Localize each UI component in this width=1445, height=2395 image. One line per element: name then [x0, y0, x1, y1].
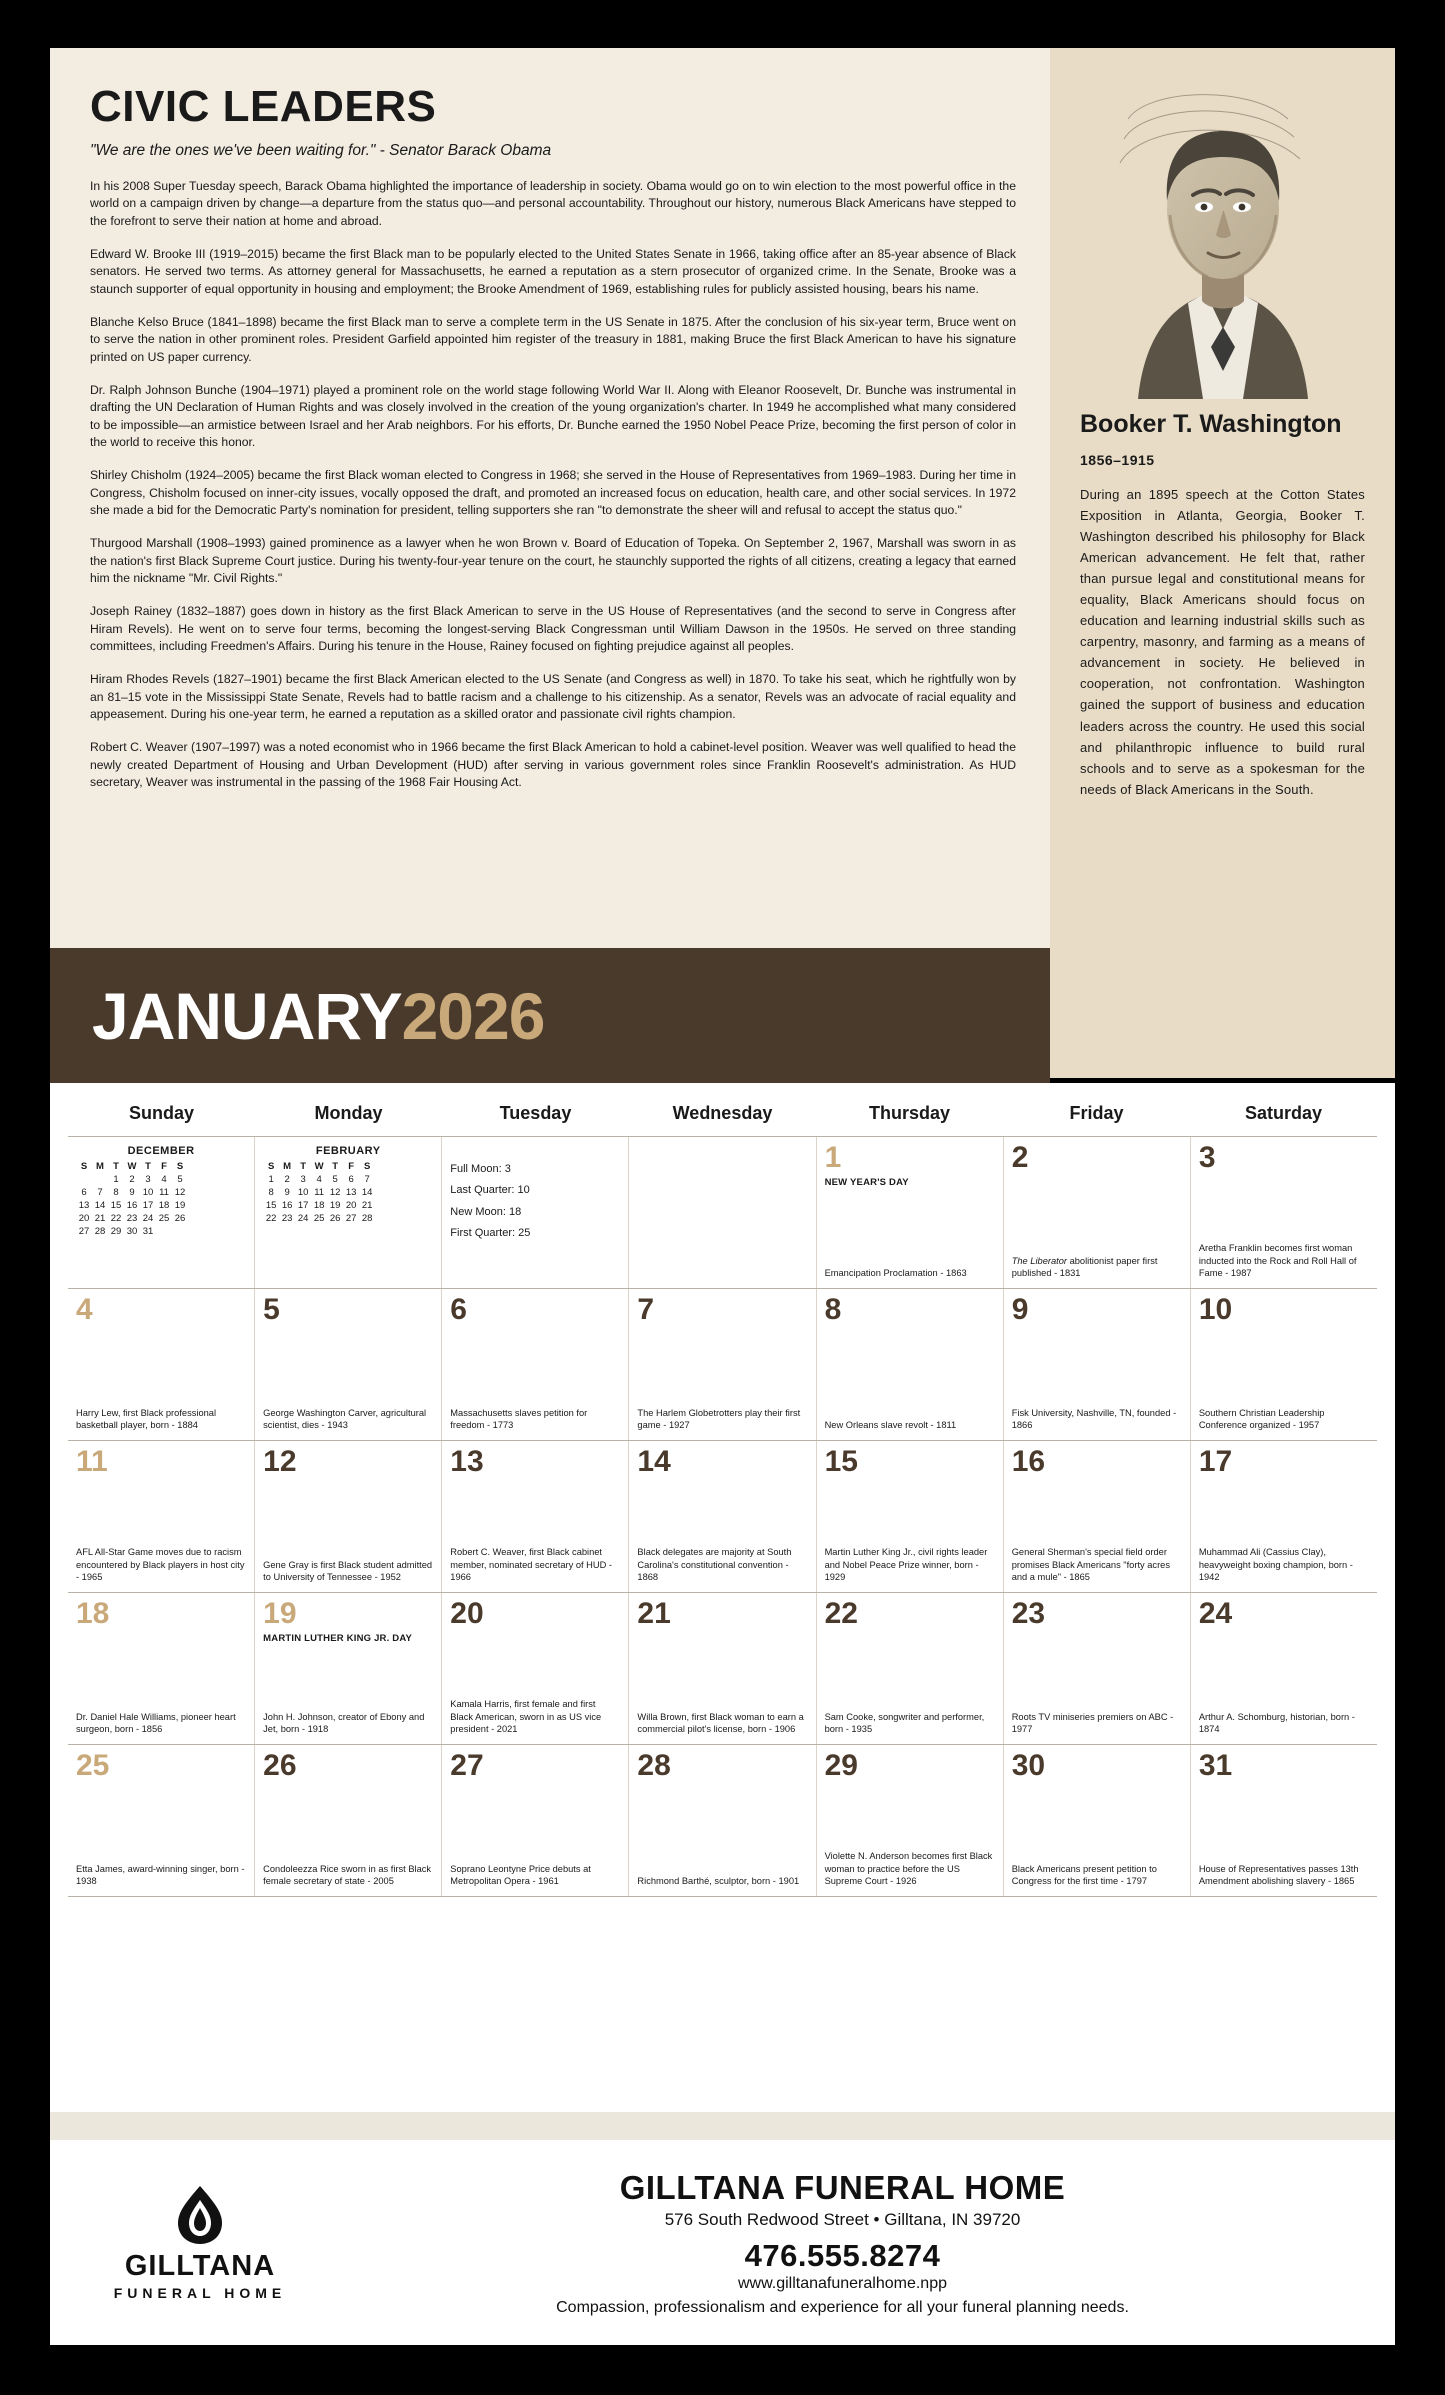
article-paragraph: Hiram Rhodes Revels (1827–1901) became the first Black American elected to the US Senate (and Congress as well) in 1870. To take his seat, which he rightfully won by an 81–15 vote in the Mississippi State Senate, Revels had to battle racism and a challenge to his citizenship. As a senator, Revels was an advocate of racial equality and appeasement. During his one-year term, he earned a reputation as a skilled orator and passionate civil rights champion. — [90, 672, 1016, 721]
mini-month-name: DECEMBER — [127, 1145, 195, 1157]
mini-day: 26 — [174, 1213, 186, 1224]
calendar-day-cell[interactable] — [1004, 1593, 1191, 1744]
mini-day: 27 — [78, 1226, 90, 1237]
calendar-day-cell[interactable] — [442, 1745, 629, 1896]
day-number: 17 — [1198, 1445, 1233, 1478]
article-paragraph: Joseph Rainey (1832–1887) goes down in history as the first Black American to serve in the US House of Representatives (and the second to serve in Congress after Hiram Revels). He went on to serve four terms, becoming the longest-serving Black Congressman until William Dawson in the 1950s. He served on three standing committees, including Freedmen's Affairs. During his tenure in the House, Rainey focused on fighting prejudice against all peoples. — [90, 604, 1016, 653]
company-name: GILLTANA FUNERAL HOME — [619, 2168, 1066, 2206]
day-number: 4 — [76, 1293, 93, 1326]
quote-text: "We are the ones we've been waiting for." - Senator Barack Obama — [90, 142, 552, 159]
portrait-image — [1080, 74, 1365, 404]
calendar-day-cell[interactable] — [817, 1441, 1004, 1592]
day-note: Roots TV miniseries premiers on ABC - 1977 — [1011, 1711, 1174, 1735]
day-note: Kamala Harris, first female and first Black American, sworn in as US vice president - 2021 — [450, 1699, 602, 1735]
weekday-header: Sunday — [128, 1103, 194, 1123]
day-number: 2 — [1011, 1141, 1029, 1174]
calendar-day-cell[interactable] — [255, 1593, 442, 1744]
weekday-header-row — [68, 1093, 1377, 1136]
mini-weekday: S — [80, 1161, 88, 1172]
calendar-day-cell[interactable] — [1191, 1137, 1377, 1288]
mini-day: 16 — [281, 1200, 293, 1211]
calendar-day-cell[interactable] — [817, 1593, 1004, 1744]
day-note: Etta James, award-winning singer, born - 1938 — [76, 1863, 245, 1887]
company-tagline: Compassion, professionalism and experience for all your funeral planning needs. — [556, 2298, 1129, 2316]
mini-day — [76, 1173, 92, 1186]
calendar-day-cell[interactable] — [255, 1137, 442, 1288]
weekday-header: Thursday — [868, 1103, 951, 1123]
mini-day: 9 — [129, 1187, 135, 1198]
calendar-day-cell[interactable] — [442, 1289, 629, 1440]
calendar-day-cell[interactable] — [817, 1289, 1004, 1440]
mini-weekday: T — [332, 1161, 339, 1172]
day-number: 18 — [76, 1597, 110, 1630]
article-paragraph: Dr. Ralph Johnson Bunche (1904–1971) played a prominent role on the world stage following World War II. Along with Eleanor Roosevelt, Dr. Bunche was instrumental in drafting the UN Declaration of Human Rights and was closely involved in the creation of the young organization's charter. In 1949 he accomplished what many considered to be impossible—an armistice between Israel and her Arab neighbors. For his efforts, Dr. Bunche earned the 1950 Nobel Peace Prize, becoming the first person of color in the world to receive this honor. — [90, 382, 1016, 449]
day-note: New Orleans slave revolt - 1811 — [824, 1420, 957, 1431]
company-website[interactable]: www.gilltanafuneralhome.npp — [737, 2274, 947, 2292]
day-note: Black delegates are majority at South Carolina's constitutional convention - 1868 — [637, 1547, 792, 1583]
mini-day: 18 — [158, 1200, 170, 1211]
mini-day — [172, 1225, 188, 1238]
calendar-day-cell[interactable] — [629, 1745, 816, 1896]
calendar-day-cell[interactable] — [629, 1593, 816, 1744]
mini-day: 31 — [142, 1226, 154, 1237]
footer — [50, 2140, 1395, 2345]
calendar-day-cell[interactable] — [68, 1289, 255, 1440]
mini-weekday: T — [145, 1161, 151, 1172]
day-note: Robert C. Weaver, first Black cabinet member, nominated secretary of HUD - 1966 — [450, 1547, 613, 1583]
mini-day: 4 — [161, 1174, 167, 1185]
mini-weekday: F — [161, 1161, 167, 1172]
mini-day: 15 — [265, 1200, 277, 1211]
mini-day: 2 — [129, 1174, 135, 1185]
calendar-day-cell[interactable] — [255, 1289, 442, 1440]
mini-weekday: W — [127, 1161, 137, 1172]
day-note: Fisk University, Nashville, TN, founded - 1866 — [1011, 1407, 1177, 1431]
day-number: 14 — [637, 1445, 671, 1478]
day-note: Dr. Daniel Hale Williams, pioneer heart surgeon, born - 1856 — [76, 1711, 236, 1735]
mini-day: 25 — [313, 1213, 325, 1224]
day-note: The Harlem Globetrotters play their first game - 1927 — [637, 1407, 801, 1431]
biography-years: 1856–1915 — [1080, 452, 1155, 468]
article-paragraph: Robert C. Weaver (1907–1997) was a noted economist who in 1966 became the first Black American to hold a cabinet-level position. Weaver was well qualified to head the newly created Department of Housing and Urban Development (HUD) after serving in various government roles since Franklin Roosevelt's administration. As HUD secretary, Weaver was instrumental in the passing of the 1968 Fair Housing Act. — [90, 740, 1016, 789]
day-number: 1 — [824, 1141, 842, 1174]
mini-day: 8 — [113, 1187, 119, 1198]
day-note: Emancipation Proclamation - 1863 — [824, 1268, 967, 1279]
mini-day: 23 — [126, 1213, 138, 1224]
day-note: Martin Luther King Jr., civil rights leader and Nobel Peace Prize winner, born - 1929 — [824, 1547, 988, 1583]
mini-day: 29 — [110, 1226, 122, 1237]
mini-day: 15 — [110, 1200, 122, 1211]
mini-day: 14 — [361, 1187, 373, 1198]
calendar-week-row — [68, 1137, 1377, 1289]
mini-day: 22 — [110, 1213, 122, 1224]
day-number: 11 — [76, 1445, 108, 1478]
footer-details — [350, 2169, 1395, 2317]
mini-day: 10 — [297, 1187, 309, 1198]
day-note: Harry Lew, first Black professional basketball player, born - 1884 — [76, 1407, 217, 1431]
day-note: Arthur A. Schomburg, historian, born - 1874 — [1198, 1711, 1355, 1735]
mini-day: 19 — [174, 1200, 186, 1211]
logo-name: GILLTANA — [124, 2250, 276, 2282]
calendar-day-cell[interactable] — [1004, 1289, 1191, 1440]
month-banner — [50, 948, 1050, 1083]
mini-weekday: T — [113, 1161, 119, 1172]
day-note: Gene Gray is first Black student admitted to University of Tennessee - 1952 — [263, 1559, 433, 1583]
calendar-day-cell[interactable] — [1191, 1593, 1377, 1744]
day-number: 31 — [1198, 1749, 1233, 1782]
weekday-header: Wednesday — [672, 1103, 773, 1123]
moon-phase-list — [450, 1143, 620, 1245]
mini-day: 1 — [113, 1174, 119, 1185]
weekday-header: Monday — [314, 1103, 383, 1123]
mini-day: 8 — [268, 1187, 274, 1198]
mini-day: 5 — [332, 1174, 338, 1185]
weeks-container — [68, 1136, 1377, 1897]
day-number: 9 — [1011, 1293, 1029, 1326]
calendar-day-cell[interactable] — [255, 1441, 442, 1592]
calendar-week-row — [68, 1289, 1377, 1441]
company-address: 576 South Redwood Street • Gilltana, IN 39720 — [664, 2209, 1021, 2229]
mini-weekday: S — [176, 1161, 184, 1172]
mini-day: 14 — [94, 1200, 106, 1211]
day-number: 15 — [824, 1445, 858, 1478]
day-note: AFL All-Star Game moves due to racism encountered by Black players in host city - 1965 — [76, 1547, 245, 1583]
day-number: 19 — [263, 1597, 297, 1630]
mini-day: 23 — [281, 1213, 293, 1224]
mini-day: 17 — [142, 1200, 154, 1211]
day-number: 23 — [1011, 1597, 1046, 1630]
mini-day: 30 — [126, 1226, 138, 1237]
mini-day: 26 — [329, 1213, 341, 1224]
mini-weekday: F — [348, 1161, 355, 1172]
article-paragraph: Edward W. Brooke III (1919–2015) became the first Black man to be popularly elected to the United States Senate in 1966, taking office after an 85-year absence of Black senators. He served two terms. As attorney general for Massachusetts, he earned a reputation as a stern prosecutor of organized crime. In the Senate, Brooke was a staunch supporter of equal opportunity in housing and employment; the Brooke Amendment of 1969, establishing rules for publicly assisted housing, bears his name. — [90, 246, 1016, 296]
day-note: Aretha Franklin becomes first woman inducted into the Rock and Roll Hall of Fame - 1987 — [1198, 1243, 1357, 1279]
calendar-week-row — [68, 1593, 1377, 1745]
biography-name: Booker T. Washington — [1080, 410, 1342, 438]
weekday-header: Friday — [1069, 1103, 1124, 1123]
day-note: John H. Johnson, creator of Ebony and Jet, born - 1918 — [263, 1711, 425, 1735]
mini-day: 18 — [313, 1200, 325, 1211]
day-number: 13 — [450, 1445, 484, 1478]
year-label: 2026 — [401, 978, 545, 1053]
article-paragraph: Shirley Chisholm (1924–2005) became the first Black woman elected to Congress in 1968; she served in the House of Representatives from 1969–1983. During her time in Congress, Chisholm focused on inner-city issues, vocally opposed the draft, and promoted an increased focus on education, health care, and other social services. In 1972 she made a bid for the Democratic Party's nomination for president, telling supporters she ran "to demonstrate the sheer will and refusal to accept the status quo." — [90, 468, 1016, 517]
calendar-day-cell[interactable] — [1004, 1441, 1191, 1592]
mini-day: 7 — [364, 1174, 370, 1185]
holiday-label: NEW YEAR'S DAY — [824, 1177, 909, 1188]
moon-phase-item: Last Quarter: 10 — [450, 1184, 530, 1197]
day-note: Southern Christian Leadership Conference organized - 1957 — [1198, 1407, 1325, 1431]
day-number: 26 — [263, 1749, 297, 1782]
mini-day: 21 — [94, 1213, 106, 1224]
flame-icon — [176, 2184, 224, 2246]
mini-day: 5 — [177, 1174, 183, 1185]
biography-sidebar — [1050, 48, 1395, 1078]
day-number: 27 — [450, 1749, 484, 1782]
calendar-grid — [50, 1083, 1395, 2112]
weekday-header: Tuesday — [499, 1103, 572, 1123]
mini-day: 27 — [345, 1213, 357, 1224]
day-note: House of Representatives passes 13th Amendment abolishing slavery - 1865 — [1198, 1863, 1359, 1887]
calendar-day-cell[interactable] — [68, 1593, 255, 1744]
mini-weekday: W — [314, 1161, 324, 1172]
day-note: Willa Brown, first Black woman to earn a commercial pilot's license, born - 1906 — [637, 1711, 804, 1735]
company-logo — [50, 2184, 350, 2301]
article-column — [50, 48, 1050, 1078]
mini-weekday: S — [363, 1161, 371, 1172]
day-number: 22 — [824, 1597, 858, 1630]
mini-day: 21 — [361, 1200, 373, 1211]
day-note: Massachusetts slaves petition for freedom - 1773 — [450, 1407, 588, 1431]
mini-day: 24 — [297, 1213, 309, 1224]
mini-day — [92, 1173, 108, 1186]
day-note: Black Americans present petition to Congress for the first time - 1797 — [1011, 1863, 1157, 1887]
day-note: The Liberator abolitionist paper first published - 1831 — [1011, 1255, 1158, 1279]
calendar-day-cell[interactable] — [68, 1441, 255, 1592]
mini-day: 3 — [300, 1174, 306, 1185]
calendar-day-cell[interactable] — [817, 1137, 1004, 1288]
calendar-day-cell[interactable] — [1191, 1441, 1377, 1592]
calendar-day-cell[interactable] — [629, 1137, 816, 1288]
mini-day: 25 — [158, 1213, 170, 1224]
day-number: 30 — [1011, 1749, 1046, 1782]
article-quote — [90, 142, 1016, 160]
calendar-day-cell[interactable] — [442, 1137, 629, 1288]
company-phone[interactable]: 476.555.8274 — [744, 2237, 941, 2273]
calendar-week-row — [68, 1441, 1377, 1593]
mini-day: 24 — [142, 1213, 154, 1224]
mini-month-name: FEBRUARY — [315, 1145, 381, 1157]
calendar-day-cell[interactable] — [629, 1441, 816, 1592]
day-number: 16 — [1011, 1445, 1046, 1478]
mini-day: 13 — [345, 1187, 357, 1198]
day-note: Condoleezza Rice sworn in as first Black female secretary of state - 2005 — [263, 1863, 432, 1887]
mini-day: 11 — [314, 1187, 325, 1198]
calendar-day-cell[interactable] — [255, 1745, 442, 1896]
mini-day: 4 — [316, 1174, 322, 1185]
mini-day: 9 — [284, 1187, 290, 1198]
day-note: Richmond Barthé, sculptor, born - 1901 — [637, 1876, 800, 1887]
biography-body: During an 1895 speech at the Cotton States Exposition in Atlanta, Georgia, Booker T. Washington described his philosophy for Black American advancement. He felt that, rather than pursue legal and constitutional means for equality, Black Americans should focus on education and learning industrial skills such as carpentry, masonry, and farming as a means of advancement in society. He believed in cooperation, not confrontation. Washington gained the support of business and education leaders across the country. He used this social and philanthropic influence to build rural schools and to serve as a spokesman for the needs of Black Americans in the South. — [1080, 487, 1365, 797]
mini-month — [76, 1145, 246, 1238]
mini-day: 2 — [284, 1174, 290, 1185]
mini-day: 28 — [361, 1213, 373, 1224]
mini-day: 13 — [78, 1200, 90, 1211]
mini-day: 28 — [94, 1226, 106, 1237]
article-paragraph: Thurgood Marshall (1908–1993) gained prominence as a lawyer when he won Brown v. Board of Education of Topeka. On September 2, 1967, Marshall was sworn in as the nation's first Black Supreme Court justice. During his twenty-four-year tenure on the court, he staunchly supported the rights of all citizens, creating a legacy that earned him the nickname "Mr. Civil Rights." — [90, 536, 1016, 585]
moon-phase-item: Full Moon: 3 — [450, 1163, 511, 1175]
day-note: Soprano Leontyne Price debuts at Metropolitan Opera - 1961 — [450, 1863, 591, 1887]
calendar-day-cell[interactable] — [442, 1593, 629, 1744]
day-note: Muhammad Ali (Cassius Clay), heavyweight boxing champion, born - 1942 — [1198, 1547, 1353, 1583]
day-number: 5 — [263, 1293, 280, 1326]
day-note: General Sherman's special field order promises Black Americans "forty acres and a mule" - 1865 — [1011, 1547, 1170, 1583]
footer-divider — [50, 2112, 1395, 2140]
calendar-day-cell[interactable] — [68, 1745, 255, 1896]
mini-weekday: M — [283, 1161, 292, 1172]
day-number: 10 — [1198, 1293, 1233, 1326]
month-label: JANUARY — [92, 978, 402, 1053]
logo-subtitle: FUNERAL HOME — [113, 2285, 287, 2301]
mini-day: 1 — [268, 1174, 274, 1185]
day-number: 7 — [637, 1293, 655, 1326]
mini-day — [156, 1225, 172, 1238]
moon-phase-item: New Moon: 18 — [450, 1205, 522, 1218]
calendar-week-row — [68, 1745, 1377, 1897]
mini-weekday: M — [96, 1161, 104, 1172]
calendar-day-cell[interactable] — [629, 1289, 816, 1440]
calendar-day-cell[interactable] — [1004, 1745, 1191, 1896]
calendar-day-cell[interactable] — [68, 1137, 255, 1288]
day-note: Violette N. Anderson becomes first Black woman to practice before the US Supreme Court - 1926 — [824, 1851, 993, 1887]
mini-day: 20 — [345, 1200, 357, 1211]
mini-day: 6 — [348, 1174, 354, 1185]
day-number: 3 — [1198, 1141, 1216, 1174]
calendar-day-cell[interactable] — [1191, 1745, 1377, 1896]
day-number: 28 — [637, 1749, 671, 1782]
day-number: 8 — [824, 1293, 842, 1326]
article-section — [50, 48, 1395, 1078]
mini-day: 12 — [329, 1187, 341, 1198]
mini-day: 11 — [159, 1187, 169, 1198]
calendar-day-cell[interactable] — [442, 1441, 629, 1592]
calendar-day-cell[interactable] — [817, 1745, 1004, 1896]
mini-day: 16 — [126, 1200, 138, 1211]
mini-day: 22 — [265, 1213, 277, 1224]
mini-weekday: T — [300, 1161, 307, 1172]
calendar-day-cell[interactable] — [1191, 1289, 1377, 1440]
day-number: 24 — [1198, 1597, 1233, 1630]
day-number: 21 — [637, 1597, 671, 1630]
day-number: 12 — [263, 1445, 297, 1478]
mini-month — [263, 1145, 433, 1225]
day-number: 6 — [450, 1293, 467, 1326]
mini-day: 19 — [329, 1200, 341, 1211]
mini-day: 17 — [297, 1200, 309, 1211]
article-paragraph: In his 2008 Super Tuesday speech, Barack Obama highlighted the importance of leadership in society. Obama would go on to win election to the most powerful office in the world on a campaign driven by change—a departure from the status quo—and personal accountability. Throughout our history, numerous Black Americans have stepped to the forefront to serve their nation at home and abroad. — [90, 179, 1016, 228]
day-note: Sam Cooke, songwriter and performer, born - 1935 — [824, 1711, 985, 1735]
day-number: 29 — [824, 1749, 858, 1782]
mini-day: 10 — [142, 1187, 154, 1198]
article-paragraph: Blanche Kelso Bruce (1841–1898) became the first Black man to serve a complete term in the US Senate in 1875. After the conclusion of his six-year term, Bruce went on to serve the nation in other prominent roles. President Garfield appointed him register of the treasury in 1881, making Bruce the first Black American to have his signature printed on US paper currency. — [90, 314, 1016, 364]
moon-phase-item: First Quarter: 25 — [450, 1227, 531, 1240]
day-note: George Washington Carver, agricultural scientist, dies - 1943 — [263, 1407, 427, 1431]
page-title: CIVIC LEADERS — [90, 82, 437, 131]
mini-day: 12 — [174, 1187, 186, 1198]
mini-day: 6 — [81, 1187, 87, 1198]
mini-day: 20 — [78, 1213, 90, 1224]
mini-day: 7 — [97, 1187, 103, 1198]
mini-weekday: S — [267, 1161, 275, 1172]
day-number: 25 — [76, 1749, 110, 1782]
calendar-day-cell[interactable] — [1004, 1137, 1191, 1288]
weekday-header: Saturday — [1244, 1103, 1323, 1123]
mini-day: 3 — [145, 1174, 151, 1185]
day-number: 20 — [450, 1597, 484, 1630]
holiday-label: MARTIN LUTHER KING JR. DAY — [263, 1633, 413, 1644]
